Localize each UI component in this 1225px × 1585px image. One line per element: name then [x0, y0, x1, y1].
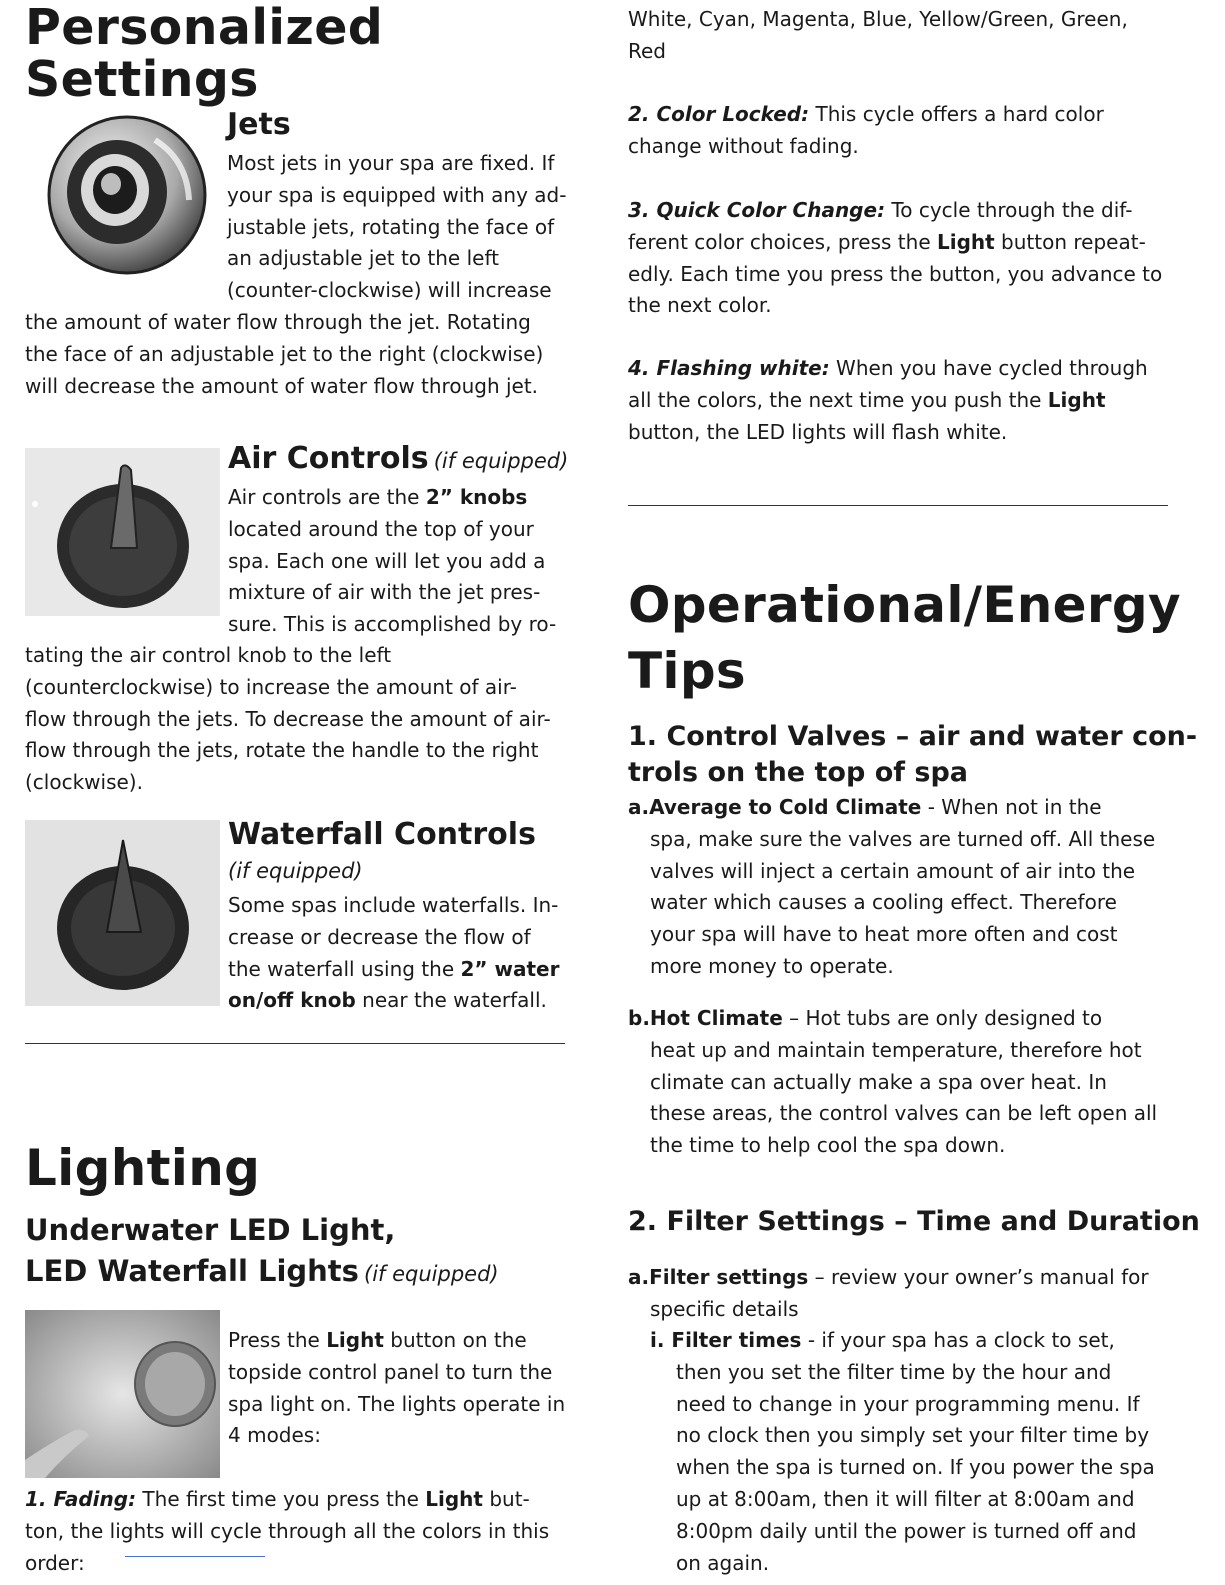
underline-mark	[125, 1556, 265, 1557]
section-divider	[25, 1043, 565, 1044]
waterfall-control-photo	[25, 820, 220, 1006]
text-line: more money to operate.	[650, 953, 894, 978]
text-run: button on the	[383, 1328, 527, 1352]
bold-run: 2” water	[460, 956, 560, 981]
text-line: no clock then you simply set your filter time by	[676, 1423, 1150, 1448]
text-line: change without fading.	[628, 133, 859, 158]
air-heading-row	[228, 442, 568, 476]
text-line: 8:00pm daily until the power is turned off and	[676, 1518, 1137, 1543]
text-line	[228, 482, 598, 514]
color-locked-mode	[628, 99, 1198, 163]
lighting-qualifier: (if equipped)	[364, 1262, 499, 1286]
text-run: This cycle offers a hard color	[809, 102, 1104, 126]
mode-label: 3. Quick Color Change:	[628, 198, 886, 222]
control-valves-heading	[628, 719, 1198, 791]
text-line: when the spa is turned on. If you power the spa	[676, 1455, 1155, 1480]
tip-body	[628, 1035, 1198, 1162]
text-line: spa, make sure the valves are turned off. All these	[650, 826, 1156, 851]
text-line: the time to help cool the spa down.	[650, 1133, 1006, 1158]
jets-text-wide	[25, 307, 590, 402]
text-line: (clockwise).	[25, 770, 143, 795]
bold-run: Light	[936, 229, 995, 254]
text-line: spa. Each one will let you add a	[228, 548, 546, 573]
text-line: located around the top of your	[228, 516, 534, 541]
text-line: ton, the lights will cycle through all the colors in this	[25, 1518, 550, 1543]
text-line: your spa is equipped with any ad-	[227, 182, 567, 207]
text-run: When you have cycled through	[829, 356, 1148, 380]
text-line	[228, 985, 603, 1017]
bold-run: Light	[1047, 387, 1106, 412]
mode-label: 2. Color Locked:	[628, 102, 810, 126]
tip-body	[628, 824, 1198, 983]
heading-line: 1. Control Valves – air and water con-	[628, 721, 1198, 752]
bold-run: on/off knob	[228, 988, 356, 1013]
text-run: button repeat-	[994, 229, 1146, 254]
lighting-subtitle-2: LED Waterfall Lights	[25, 1254, 359, 1288]
air-qualifier: (if equipped)	[433, 449, 569, 473]
fading-mode	[25, 1484, 605, 1579]
color-order	[628, 4, 1198, 68]
text-line: Some spas include waterfalls. In-	[228, 893, 559, 917]
text-line: up at 8:00am, then it will filter at 8:00am and	[676, 1486, 1135, 1511]
page-title: Personalized Settings	[25, 0, 384, 108]
text-line: the amount of water flow through the jet. Rotating	[25, 310, 531, 334]
text-line: (counter-clockwise) will increase	[227, 278, 552, 303]
text-line: will decrease the amount of water flow through jet.	[25, 373, 539, 398]
text-line: your spa will have to heat more often and cost	[650, 922, 1118, 947]
text-line	[628, 195, 1198, 227]
quick-color-mode	[628, 195, 1198, 322]
flashing-white-mode	[628, 353, 1198, 448]
text-line: flow through the jets, rotate the handle to the right	[25, 738, 539, 763]
text-line	[25, 1548, 605, 1580]
tips-title	[628, 572, 1181, 704]
text-run: Air controls are the	[228, 485, 426, 509]
text-run: the waterfall using the	[228, 956, 461, 981]
lighting-subtitle-1: Underwater LED Light,	[25, 1213, 396, 1247]
text-line: justable jets, rotating the face of	[227, 214, 555, 239]
text-line: water which causes a cooling effect. Therefore	[650, 890, 1117, 915]
jets-heading: Jets	[227, 107, 291, 142]
text-line: climate can actually make a spa over heat. In	[650, 1069, 1107, 1094]
text-line	[228, 1325, 603, 1357]
text-run: - if your spa has a clock to set,	[801, 1328, 1115, 1352]
mode-label: 1. Fading:	[25, 1487, 137, 1511]
text-run: - When not in the	[921, 795, 1102, 819]
text-line: mixture of air with the jet pres-	[228, 580, 541, 605]
filter-settings-heading: 2. Filter Settings – Time and Duration	[628, 1206, 1200, 1237]
filter-settings-tip	[628, 1262, 1203, 1326]
text-line: crease or decrease the flow of	[228, 924, 531, 949]
led-light-photo	[25, 1310, 220, 1478]
text-run: To cycle through the dif-	[885, 198, 1133, 222]
waterfall-text	[228, 890, 603, 1017]
filter-times-tip	[650, 1325, 1205, 1585]
text-line: White, Cyan, Magenta, Blue, Yellow/Green, Green,	[628, 7, 1128, 31]
tip-label: b.Hot Climate	[628, 1006, 783, 1030]
text-line: sure. This is accomplished by ro-	[228, 612, 557, 637]
text-line	[628, 1262, 1203, 1294]
waterfall-qualifier: (if equipped)	[228, 859, 363, 883]
cold-climate-tip	[628, 792, 1198, 983]
lighting-subtitle-2-row	[25, 1254, 499, 1288]
mode-label: 4. Flashing white:	[628, 356, 830, 380]
text-run: – review your owner’s manual for	[808, 1265, 1149, 1289]
text-run: – Hot tubs are only designed to	[782, 1006, 1103, 1030]
text-line: topside control panel to turn the	[228, 1359, 553, 1384]
waterfall-heading: Waterfall Controls	[228, 817, 536, 852]
text-line	[628, 99, 1198, 131]
air-heading: Air Controls	[228, 441, 429, 476]
text-line: valves will inject a certain amount of air into the	[650, 858, 1136, 883]
bold-run: Light	[326, 1328, 384, 1352]
text-run: The first time you press the	[136, 1487, 426, 1511]
tip-label: a.Filter settings	[628, 1265, 809, 1289]
hot-climate-tip	[628, 1003, 1198, 1162]
text-line: the face of an adjustable jet to the right (clockwise)	[25, 341, 544, 366]
text-line: the next color.	[628, 293, 772, 318]
tip-body	[650, 1357, 1205, 1580]
heading-line: trols on the top of spa	[628, 757, 969, 788]
text-line: (counterclockwise) to increase the amount of air-	[25, 674, 517, 699]
text-line	[628, 1003, 1198, 1035]
text-line: on again.	[676, 1550, 770, 1575]
text-line: spa light on. The lights operate in	[228, 1391, 566, 1416]
text-line: an adjustable jet to the left	[227, 246, 499, 271]
jets-text-narrow	[227, 148, 597, 307]
text-run: ferent color choices, press the	[628, 229, 937, 254]
text-line: 4 modes:	[228, 1423, 321, 1448]
text-line	[628, 353, 1198, 385]
section-divider	[628, 505, 1168, 506]
tip-label: i. Filter times	[650, 1328, 802, 1352]
text-line: Red	[628, 38, 666, 63]
text-line	[628, 227, 1198, 259]
text-line: these areas, the control valves can be left open all	[650, 1101, 1158, 1126]
bold-run: 2” knobs	[425, 485, 528, 509]
text-line: then you set the filter time by the hour and	[676, 1359, 1112, 1384]
text-run: order:	[25, 1550, 85, 1575]
air-control-photo	[25, 448, 220, 616]
text-line: heat up and maintain temperature, therefore hot	[650, 1037, 1142, 1062]
air-text-narrow	[228, 482, 598, 641]
text-line: Most jets in your spa are fixed. If	[227, 151, 555, 175]
tip-label: a.Average to Cold Climate	[628, 795, 922, 819]
text-line: button, the LED lights will flash white.	[628, 419, 1008, 444]
text-run: near the waterfall.	[355, 988, 547, 1013]
title-line: Tips	[628, 642, 746, 700]
text-line	[25, 1484, 605, 1516]
text-run: Press the	[228, 1328, 327, 1352]
text-line	[628, 385, 1198, 417]
text-line: flow through the jets. To decrease the amount of air-	[25, 706, 551, 731]
text-line: edly. Each time you press the button, you advance to	[628, 261, 1163, 286]
text-line	[228, 954, 603, 986]
text-line	[650, 1325, 1205, 1357]
text-line	[628, 792, 1198, 824]
jet-photo	[37, 110, 217, 300]
text-line: need to change in your programming menu. If	[676, 1391, 1140, 1416]
title-line: Operational/Energy	[628, 576, 1181, 634]
bold-run: Light	[425, 1487, 483, 1511]
text-line: specific details	[650, 1296, 799, 1321]
text-run: but-	[482, 1487, 530, 1511]
air-text-wide	[25, 640, 590, 795]
text-run: all the colors, the next time you push the	[628, 387, 1048, 412]
lighting-intro	[228, 1325, 603, 1452]
text-line: tating the air control knob to the left	[25, 643, 392, 667]
lighting-title: Lighting	[25, 1139, 261, 1197]
